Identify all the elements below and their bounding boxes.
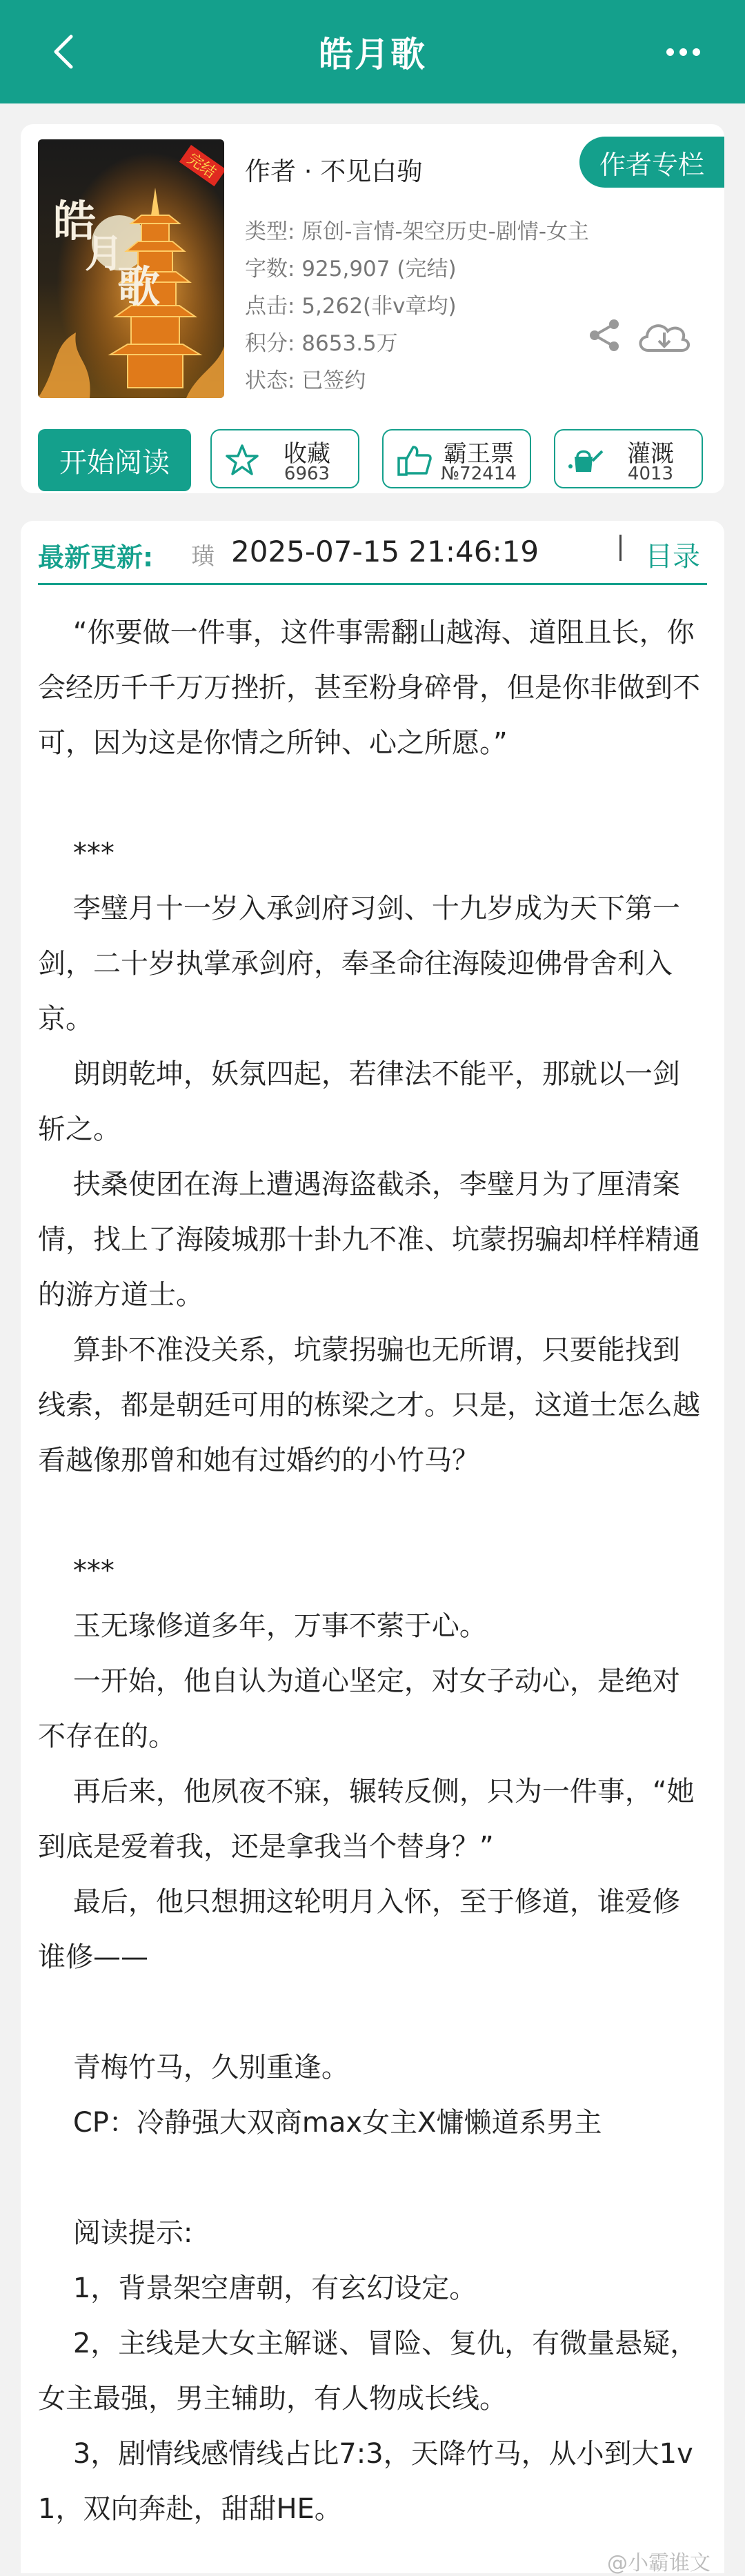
intro-paragraph: 玉无瑑修道多年，万事不萦于心。 — [38, 1610, 487, 1642]
intro-paragraph: 朗朗乾坤，妖氛四起，若律法不能平，那就以一剑斩之。 — [38, 1058, 680, 1145]
book-status: 状态: 已签约 — [245, 368, 366, 393]
author-column-button[interactable]: 作者专栏 — [579, 137, 724, 188]
latest-update-label: 最新更新: — [38, 542, 154, 573]
collect-count: 6963 — [284, 464, 330, 484]
latest-update-row[interactable] — [38, 521, 707, 585]
author-name[interactable]: 作者 · 不见白驹 — [245, 157, 423, 186]
vote-count: №72414 — [441, 464, 517, 484]
latest-update-time: 2025-07-15 21:46:19 — [231, 535, 539, 568]
intro-paragraph: 1，背景架空唐朝，有玄幻设定。 — [38, 2272, 477, 2304]
star-icon — [223, 443, 261, 477]
update-glyph: 璜 — [191, 543, 215, 571]
divider — [619, 535, 622, 561]
water-count: 4013 — [627, 464, 674, 484]
intro-paragraph: 青梅竹马，久别重逢。 — [38, 2052, 349, 2083]
intro-paragraph: 阅读提示: — [38, 2217, 193, 2249]
top-bar — [0, 0, 745, 103]
svg-text:歌: 歌 — [117, 261, 161, 312]
intro-paragraph: 算卦不准没关系，坑蒙拐骗也无所谓，只要能找到线索，都是朝廷可用的栋梁之才。只是，这道士怎么越看越像那曾和她有过婚约的小竹马？ — [38, 1334, 700, 1476]
intro-paragraph: 扶桑使团在海上遭遇海盗截杀，李璧月为了厘清案情，找上了海陵城那十卦九不准、坑蒙拐骗却样样精通的游方道士。 — [38, 1169, 700, 1311]
cover-title-text: 皓 — [53, 196, 97, 246]
intro-paragraph: 再后来，他夙夜不寐，辗转反侧，只为一件事，“她到底是爱着我，还是拿我当个替身？” — [38, 1776, 695, 1863]
vote-label: 霸王票 — [444, 440, 514, 468]
water-label: 灌溉 — [627, 440, 674, 468]
watermark: @小霸谁文 — [607, 2551, 711, 2575]
cover-badge: 完结 — [183, 150, 219, 182]
page-title: 皓月歌 — [319, 34, 426, 75]
svg-text:月: 月 — [85, 231, 123, 277]
intro-paragraph: 3，剧情线感情线占比7:3，天降竹马，从小到大1v1，双向奔赴，甜甜HE。 — [38, 2438, 693, 2525]
book-cover[interactable] — [38, 139, 224, 398]
intro-paragraph: 2，主线是大女主解谜、冒险、复仇，有微量悬疑，女主最强，男主辅助，有人物成长线。 — [38, 2328, 698, 2415]
book-score: 积分: 8653.5万 — [245, 331, 398, 356]
watering-can-icon — [566, 443, 605, 477]
more-dots-icon — [666, 48, 674, 56]
cloud-download-icon[interactable] — [635, 316, 693, 357]
collect-button[interactable] — [210, 429, 359, 488]
collect-label: 收藏 — [284, 440, 330, 468]
intro-paragraph: CP：冷静强大双商max女主X慵懒道系男主 — [38, 2107, 602, 2139]
intro-paragraph: *** — [38, 838, 115, 869]
table-of-contents-link[interactable]: 目录 — [645, 541, 700, 573]
book-clicks: 点击: 5,262(非v章均) — [245, 294, 457, 319]
thumbs-up-icon — [395, 443, 433, 477]
book-word-count: 字数: 925,907 (完结) — [245, 257, 457, 281]
book-category: 类型: 原创-言情-架空历史-剧情-女主 — [245, 219, 590, 244]
chevron-left-icon — [50, 32, 78, 71]
intro-paragraph: *** — [38, 1555, 115, 1587]
intro-paragraph: “你要做一件事，这件事需翻山越海、道阻且长，你会经历千千万万挫折，甚至粉身碎骨，但是你非做到不可，因为这是你情之所钟、心之所愿。” — [38, 617, 700, 759]
intro-paragraph: 一开始，他自认为道心坚定，对女子动心，是绝对不存在的。 — [38, 1665, 680, 1752]
intro-paragraph: 最后，他只想拥这轮明月入怀，至于修道，谁爱修谁修—— — [38, 1886, 680, 1973]
vote-button[interactable] — [382, 429, 531, 488]
more-button[interactable] — [655, 33, 711, 70]
intro-paragraph: 李璧月十一岁入承剑府习剑、十九岁成为天下第一剑，二十岁执掌承剑府，奉圣命往海陵迎佛骨舍利入京。 — [38, 893, 680, 1035]
start-reading-button[interactable]: 开始阅读 — [38, 429, 191, 491]
water-button[interactable] — [554, 429, 703, 488]
book-info-card — [21, 124, 724, 493]
book-intro-card — [21, 521, 724, 2573]
share-icon[interactable] — [586, 317, 622, 353]
back-button[interactable] — [41, 29, 87, 75]
